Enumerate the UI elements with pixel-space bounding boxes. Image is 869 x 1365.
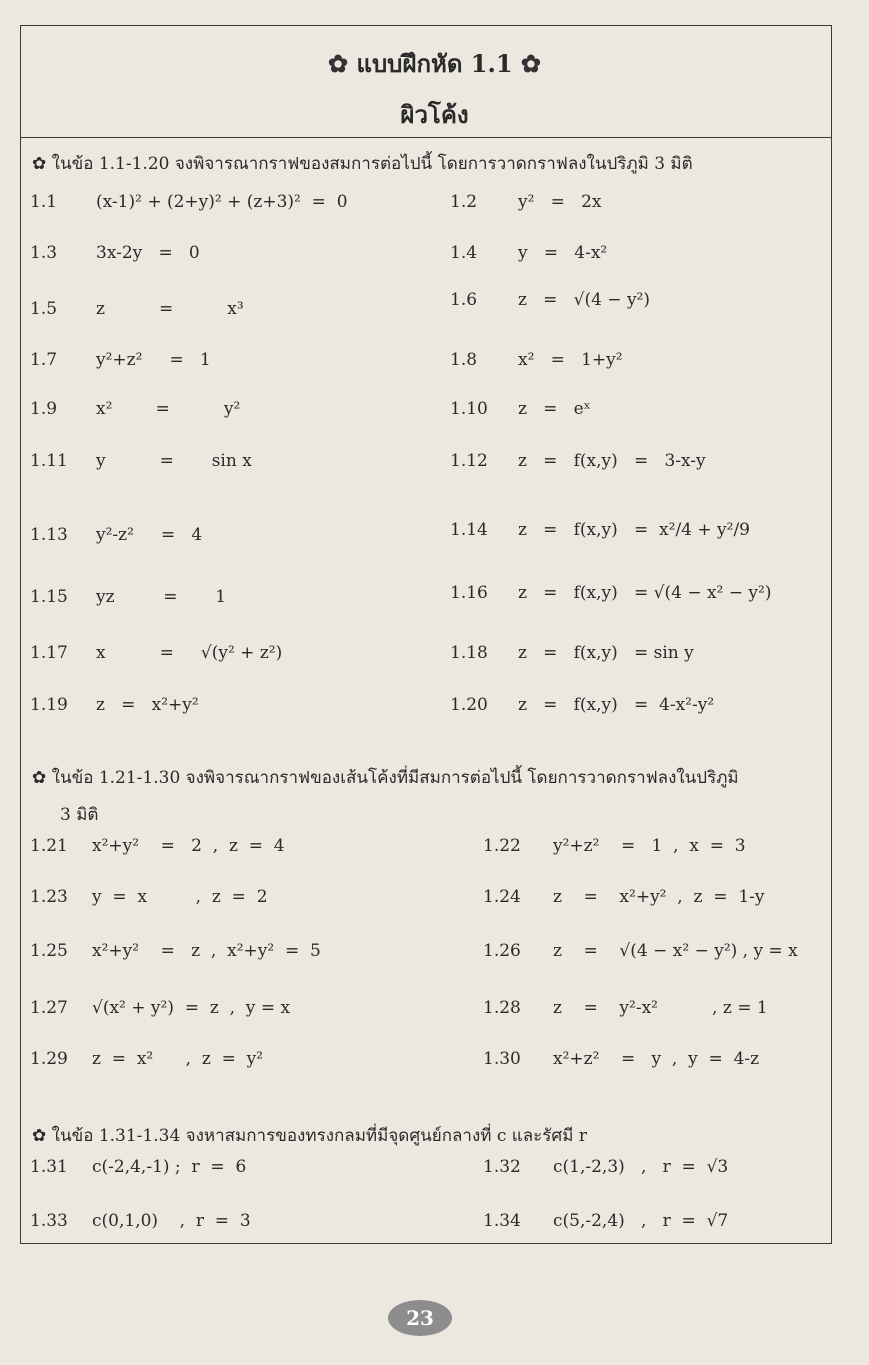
problem-number: 1.28 — [483, 998, 521, 1018]
problem-number: 1.16 — [450, 583, 488, 603]
problem-number: 1.4 — [450, 243, 478, 263]
problem-equation: z = eˣ — [518, 399, 591, 419]
problem-number: 1.30 — [483, 1049, 521, 1069]
problem-number: 1.1 — [30, 192, 58, 212]
problem-equation: y = 4-x² — [518, 243, 608, 263]
problem-number: 1.12 — [450, 451, 488, 471]
flower-icon: ✿ — [32, 768, 47, 788]
instruction-text: ในข้อ 1.1-1.20 จงพิจารณากราฟของสมการต่อไปนี้ โดยการวาดกราฟลงในปริภูมิ 3 มิติ — [51, 154, 693, 174]
problem-equation: y = x , z = 2 — [92, 887, 268, 907]
problem-equation: z = f(x,y) = √(4 − x² − y²) — [518, 583, 772, 603]
problem-equation: x = √(y² + z²) — [96, 643, 283, 663]
problem-equation: (x-1)² + (2+y)² + (z+3)² = 0 — [96, 192, 348, 212]
problem-number: 1.11 — [30, 451, 68, 471]
section-instruction — [32, 764, 739, 791]
problem-equation: c(0,1,0) , r = 3 — [92, 1211, 251, 1231]
title-divider — [20, 137, 832, 138]
problem-number: 1.14 — [450, 520, 488, 540]
problem-equation: y² = 2x — [518, 192, 602, 212]
section-instruction — [32, 150, 693, 177]
problem-equation: √(x² + y²) = z , y = x — [92, 998, 291, 1018]
problem-number: 1.31 — [30, 1157, 68, 1177]
problem-number: 1.23 — [30, 887, 68, 907]
problem-equation: x²+z² = y , y = 4-z — [553, 1049, 760, 1069]
problem-number: 1.2 — [450, 192, 478, 212]
exercise-subtitle: ผิวโค้ง — [400, 100, 469, 129]
problem-number: 1.33 — [30, 1211, 68, 1231]
flower-icon: ✿ — [520, 49, 541, 78]
problem-number: 1.27 — [30, 998, 68, 1018]
problem-equation: z = y²-x² , z = 1 — [553, 998, 768, 1018]
problem-equation: z = √(4 − y²) — [518, 290, 651, 310]
problem-number: 1.18 — [450, 643, 488, 663]
flower-icon: ✿ — [32, 154, 47, 174]
problem-number: 1.22 — [483, 836, 521, 856]
problem-equation: z = f(x,y) = sin y — [518, 643, 694, 663]
problem-number: 1.25 — [30, 941, 68, 961]
problem-equation: y²-z² = 4 — [96, 525, 203, 545]
problem-number: 1.29 — [30, 1049, 68, 1069]
problem-number: 1.21 — [30, 836, 68, 856]
problem-equation: x²+y² = 2 , z = 4 — [92, 836, 285, 856]
problem-number: 1.26 — [483, 941, 521, 961]
title-text: แบบฝึกหัด 1.1 — [356, 49, 513, 78]
problem-equation: z = x²+y² , z = 1-y — [553, 887, 765, 907]
problem-equation: z = √(4 − x² − y²) , y = x — [553, 941, 798, 961]
instruction-text: ในข้อ 1.21-1.30 จงพิจารณากราฟของเส้นโค้งที่มีสมการต่อไปนี้ โดยการวาดกราฟลงในปริภูมิ — [51, 768, 739, 788]
problem-equation: x² = y² — [96, 399, 241, 419]
problem-number: 1.6 — [450, 290, 478, 310]
problem-number: 1.3 — [30, 243, 58, 263]
problem-equation: y²+z² = 1 , x = 3 — [553, 836, 746, 856]
problem-number: 1.7 — [30, 350, 58, 370]
problem-equation: x² = 1+y² — [518, 350, 623, 370]
instruction-text: ในข้อ 1.31-1.34 จงหาสมการของทรงกลมที่มีจุดศูนย์กลางที่ c และรัศมี r — [51, 1126, 587, 1146]
problem-number: 1.19 — [30, 695, 68, 715]
problem-number: 1.17 — [30, 643, 68, 663]
problem-equation: y²+z² = 1 — [96, 350, 211, 370]
problem-equation: z = f(x,y) = 3-x-y — [518, 451, 706, 471]
problem-equation: z = x² , z = y² — [92, 1049, 264, 1069]
problem-number: 1.15 — [30, 587, 68, 607]
problem-number: 1.8 — [450, 350, 478, 370]
problem-number: 1.24 — [483, 887, 521, 907]
problem-number: 1.34 — [483, 1211, 521, 1231]
flower-icon: ✿ — [328, 49, 349, 78]
problem-number: 1.10 — [450, 399, 488, 419]
problem-number: 1.5 — [30, 299, 58, 319]
page-number: 23 — [388, 1300, 452, 1336]
exercise-title — [0, 44, 869, 83]
problem-equation: y = sin x — [96, 451, 252, 471]
problem-equation: x²+y² = z , x²+y² = 5 — [92, 941, 321, 961]
problem-number: 1.13 — [30, 525, 68, 545]
problem-equation: z = x²+y² — [96, 695, 199, 715]
problem-equation: yz = 1 — [96, 587, 227, 607]
problem-equation: 3x-2y = 0 — [96, 243, 200, 263]
problem-number: 1.20 — [450, 695, 488, 715]
problem-equation: c(5,-2,4) , r = √7 — [553, 1211, 729, 1231]
problem-equation: c(-2,4,-1) ; r = 6 — [92, 1157, 247, 1177]
problem-number: 1.9 — [30, 399, 58, 419]
section-instruction — [32, 1122, 587, 1149]
problem-equation: z = f(x,y) = 4-x²-y² — [518, 695, 715, 715]
problem-equation: z = x³ — [96, 299, 244, 319]
problem-equation: c(1,-2,3) , r = √3 — [553, 1157, 729, 1177]
problem-equation: z = f(x,y) = x²/4 + y²/9 — [518, 520, 750, 540]
problem-number: 1.32 — [483, 1157, 521, 1177]
flower-icon: ✿ — [32, 1126, 47, 1146]
instruction-continuation: 3 มิติ — [60, 805, 99, 825]
